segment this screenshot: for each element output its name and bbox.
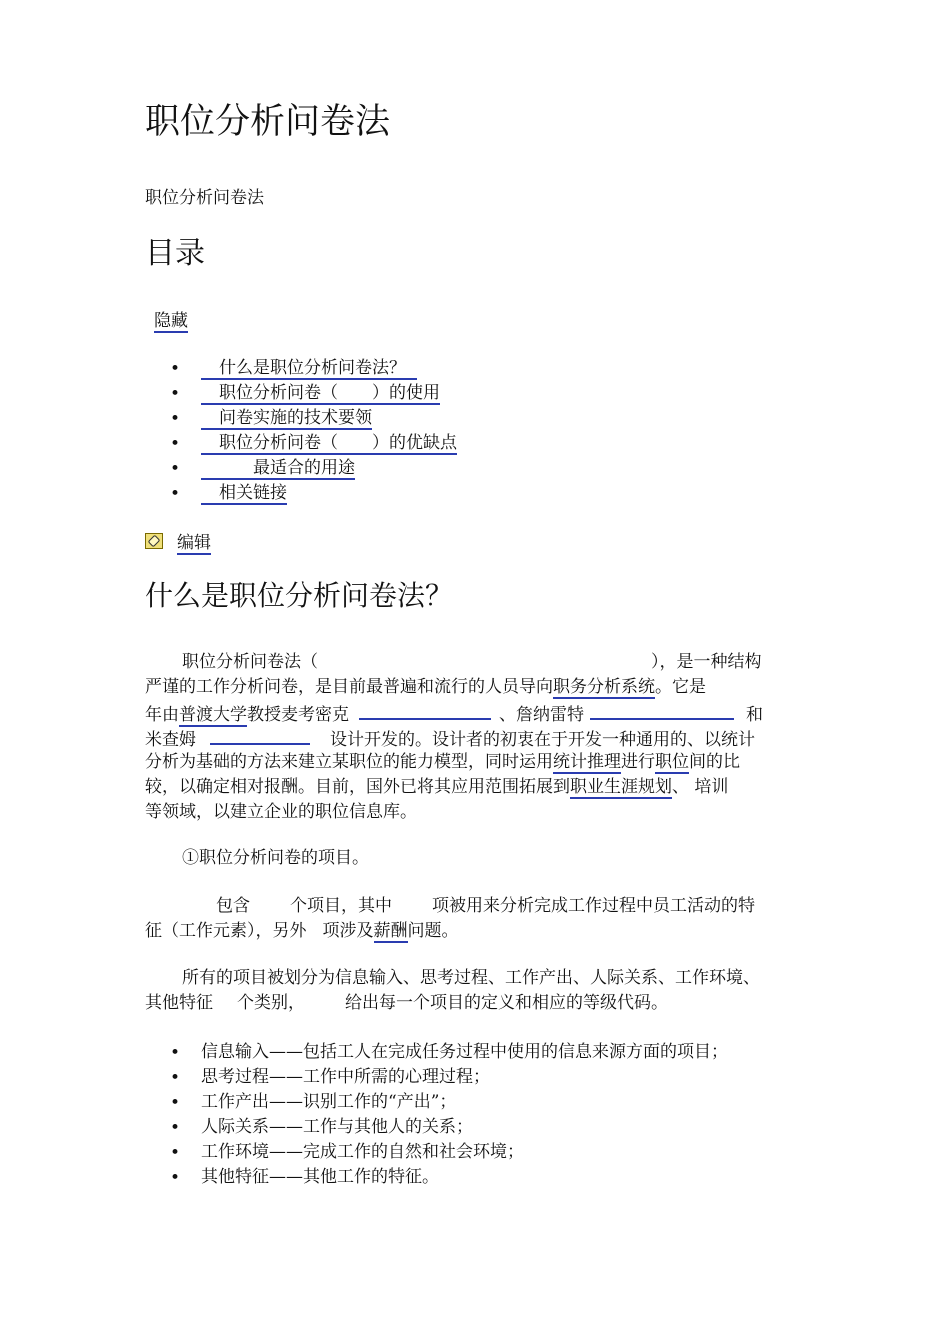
list-item: • 工作环境——完成工作的自然和社会环境；	[170, 1140, 728, 1165]
paragraph-line: 征（工作元素），另外 项涉及薪酬问题。	[145, 921, 459, 941]
items-paragraph	[145, 894, 807, 944]
page-title: 职位分析问卷法	[145, 102, 391, 142]
category-list	[170, 1040, 728, 1190]
paragraph-line: 包含 个项目，其中 项被用来分析完成工作过程中员工活动的特	[216, 896, 755, 916]
toc-list	[170, 356, 457, 506]
toc-item	[170, 431, 457, 456]
toc-item	[170, 456, 457, 481]
edit-link[interactable]: 编辑	[177, 533, 211, 553]
paragraph-line: 分析为基础的方法来建立某职位的能力模型，同时运用统计推理进行职位间的比	[145, 752, 740, 772]
toc-link-what-is[interactable]: 什么是职位分析问卷法？	[201, 358, 417, 380]
paragraph-line: 较，以确定相对报酬。目前，国外已将其应用范围拓展到职业生涯规划、 培训	[145, 777, 729, 797]
intro-paragraph	[145, 650, 807, 825]
list-item: • 人际关系——工作与其他人的关系；	[170, 1115, 728, 1140]
toc-link-related[interactable]: 相关链接	[201, 483, 287, 505]
link-purdue-university[interactable]: 普渡大学	[179, 705, 247, 725]
toc-item	[170, 356, 457, 381]
categories-paragraph	[145, 966, 807, 1016]
list-item: • 信息输入——包括工人在完成任务过程中使用的信息来源方面的项目；	[170, 1040, 728, 1065]
link-career-planning[interactable]: 职业生涯规划	[570, 777, 672, 797]
toc-link-pros-cons[interactable]: 职位分析问卷（ ）的优缺点	[201, 433, 457, 455]
toc-hide-label[interactable]: 隐藏	[154, 311, 188, 331]
toc-heading: 目录	[145, 236, 205, 271]
link-position[interactable]: 职位	[655, 752, 689, 772]
paragraph-line: 等领域，以建立企业的职位信息库。	[145, 802, 417, 822]
link-blank[interactable]	[210, 725, 310, 745]
list-item: • 其他特征——其他工作的特征。	[170, 1165, 728, 1190]
paragraph-line: 严谨的工作分析问卷，是目前最普遍和流行的人员导向职务分析系统。它是	[145, 677, 706, 697]
paragraph-line: 米查姆 设计开发的。设计者的初衷在于开发一种通用的、以统计	[145, 725, 807, 750]
page-subtitle: 职位分析问卷法	[145, 188, 264, 208]
items-paragraph-heading: ①职位分析问卷的项目。	[182, 848, 369, 868]
link-blank[interactable]	[359, 700, 491, 720]
paragraph-line: 职位分析问卷法（ ），是一种结构	[182, 652, 762, 672]
list-item: • 思考过程——工作中所需的心理过程；	[170, 1065, 728, 1090]
link-job-analysis-system[interactable]: 职务分析系统	[553, 677, 655, 697]
paragraph-line: 所有的项目被划分为信息输入、思考过程、工作产出、人际关系、工作环境、	[182, 968, 760, 988]
edit-row	[145, 531, 211, 555]
toc-item	[170, 481, 457, 506]
link-statistical-inference[interactable]: 统计推理	[553, 752, 621, 772]
toc-item	[170, 381, 457, 406]
pencil-icon[interactable]	[145, 533, 163, 549]
toc-item	[170, 406, 457, 431]
list-item: • 工作产出——识别工作的“产出”；	[170, 1090, 728, 1115]
toc-link-usage[interactable]: 职位分析问卷（ ）的使用	[201, 383, 440, 405]
paragraph-line: 其他特征 个类别， 给出每一个项目的定义和相应的等级代码。	[145, 993, 668, 1013]
link-salary[interactable]: 薪酬	[373, 921, 408, 941]
toc-link-technique[interactable]: 问卷实施的技术要领	[201, 408, 372, 430]
paragraph-line: 年由普渡大学教授麦考密克 、詹纳雷特 和	[145, 700, 807, 725]
toc-link-best-use[interactable]: 最适合的用途	[201, 458, 355, 480]
toc-hide-link[interactable]	[154, 309, 188, 333]
section-heading-what-is: 什么是职位分析问卷法？	[145, 579, 454, 612]
link-blank[interactable]	[590, 700, 734, 720]
